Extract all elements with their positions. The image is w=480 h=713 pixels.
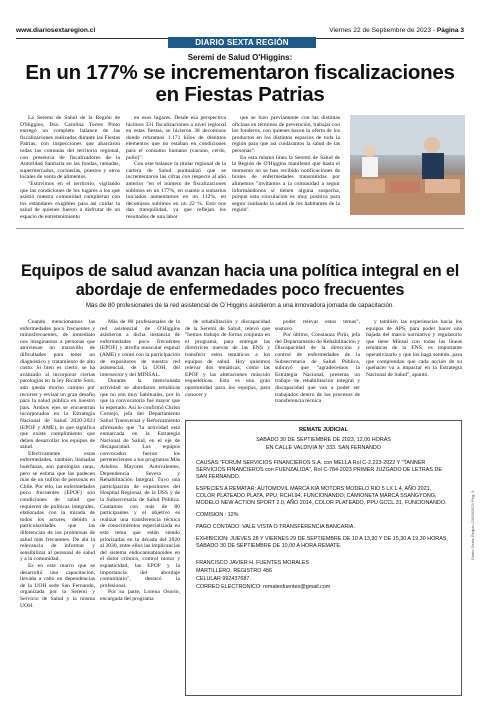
article2-column-4: poder relevar estos temas", sostuvo. Por último, Constanza Pirin, jefa del Departamento de Rehabilitación y Discapacidad de la dirección y control de enfermedades de la Subsecretaría de Salud Pública, subrayó que "agradecemos la Estrategia Nacional, presenta un trabajo de rehabilitación integral y discapacidad que van a poder ser trabajados dentro de los procesos de transferencia técnica <box>275 319 360 405</box>
article1-column-2: en esos lugares. Desde esa perspectiva hicimos 331 fiscalizaciones a nivel regional en estas fiestas, se hicieron 38 decomisos donde retiramos 1.171 kilos de distintos elementos que no estaban en condiciones para el consumo humano (vacuno, cerdo, pollo)". Con este balance la titular regional de la cartera de Salud puntualizó que se incrementaron las cifras con respecto al año anterior "en el número de fiscalizaciones subimos en un 177%, en cuanto a sumarios iniciados aumentamos en un 112%, en decomisos subimos en un 22 %. Esto nos dan tranquilidad, ya que reflejan los resultados de una labor <box>126 115 226 220</box>
side-credit: Diario Sexta Región 22/09/2023 Pág: 3 <box>470 490 475 560</box>
notice-email[interactable]: CORREO ELECTRONICO: rematesfuentes@gmail.com <box>196 584 331 590</box>
article2-headline: Equipos de salud avanzan hacia una política integral en el abordaje de enfermedades poco frecuentes <box>20 262 460 299</box>
issue-date: Viernes 22 de Septiembre de 2023 - Página 3 <box>329 27 464 34</box>
notice-where: EN CALLE VALDIVIA N° 333. SAN FERNANDO <box>266 445 381 451</box>
article1-headline: En un 177% se incrementaron fiscalizaciones en Fiestas Patrias <box>25 61 455 106</box>
article1-column-1: La Seremi de Salud de la Región de O'Higgins, Dra. Carolina Torres Pinto entregó un completo balance de las fiscalizaciones realizadas durante las Fiestas Patrias, con inspecciones que abarcaron todas las comunas del territorio regional, con presencia de fiscalizadores de la Autoridad Sanitaria en las fondas, ramadas, supermercados, cocinerías, puestos y otros locales de venta de alimentos. "Estuvimos en el territorio, vigilando que las condiciones de los lugares a los que asistió nuestra comunidad cumplieran con los estándares exigibles para así cuidar la salud de quienes fueron a disfrutar de un espacio de entretenimiento <box>20 115 120 220</box>
notice-pago: PAGO CONTADO: VALE VISTA O TRANSFERENCIA BANCARIA. <box>196 524 355 530</box>
auction-notice <box>185 420 462 696</box>
notice-when: SABADO 30 DE SEPTIEMBRE DE 2023, 12,00 HORAS <box>256 437 391 443</box>
article2-subhead: Más de 80 profesionales de la red asistencial de O´Higgins asistieron a una innovadora jornada de capacitación. <box>85 302 395 309</box>
article2-column-2: Más de 80 profesionales de la red asistencial de O'Higgins asistieron a dicha instancia de enfermedades poco frecuentes (EPOF) y atrofia muscular espinal (AME) y contó con la participación de expositores de nuestra red asistencial, de la UOH, del intersector y del MINSAL. Durante la mencionada actividad se abordaron temáticas que no son muy habituales, por lo que la convocatoria fue mayor que lo esperado. Así lo confirmó Chrisn Cornejo, jefa del Departamento Salud Transversal y Reforzamiento afirmando que "la actividad está enmarcada en la Estrategia Nacional de Salud, en el eje de discapacidad. Los equipos convocados fueron los pertenecientes a los programas Más Adultos Mayores Autovalentes, Dependencia Severa y Rehabilitación Integral. Tuvo una participación de expositores del Hospital Regional, de la DSS y de la Subsecretaría de Salud Pública. Contamos con más de 80 participantes y el objetivo es realizar una transferencia técnica de conocimientos especializada en este tema que están siendo priorizadas en la década del 2020 al 2030, entre ellos las implicancias del sistema endocannabinoides en el dolor crónico, control motor y espasticidad, las EPOF y la importancia del abordaje comunitario", destacó la profesional. Por su parte, Lorena Osorio, encargada del programa <box>100 319 180 602</box>
notice-causas: CAUSAS:"FORUM SERVICIOS FINANCIEROS S.A. con MELLA Rol C-2.223-2022 Y "TANNER SERVICIOS FINANCIEROS con FUENZALIDA", Rol C-784-2023 PRIMER JUZGADO DE LETRAS DE SAN FERNANDO. <box>196 460 442 480</box>
notice-comision: COMISION : 12% <box>196 512 239 518</box>
section-banner: DIARIO SEXTA REGIÓN <box>168 37 316 48</box>
notice-name: FRANCISCO JAVIER H. FUENTES MORALES <box>196 560 310 566</box>
notice-especies: ESPECIES A REMATAR: AUTOMOVIL MARCA KIA MOTORS MODELO RIO 5 LX 1.4, AÑO 2021, COLOR PLATEADO PLATA, PPU. RCHI.94, FUNCIONANDO; CAMIONETA MARCA SSANGYONG, MODELO NEW ACTION SPORT 2.0, AÑO 2014, COLOR PLATEADO, PPU GCCL.31, FUNCIONANDO. <box>196 486 447 506</box>
notice-role: MARTILLERO. REGISTRO 456 <box>196 568 272 574</box>
notice-exhibicion: EXHIBICION: JUEVES 28 Y VIERNES 29 DE SEPTIEMBRE DE 10 A 13,30 Y DE 15,30 A 19,30 HORAS, SABADO 30 DE SEPTIEMBRE DE 10,00 A HORA REMATE. <box>196 536 448 549</box>
article-divider <box>16 228 464 229</box>
notice-phone: CELULAR 992437687. <box>196 576 251 582</box>
article2-column-5: y también las experiencias hacia los equipos de APS, para poder hacer una bajada del marco normativo y regulatorio que tiene Minsal con todas las líneas temáticas de la ENS, es importante operativizarlo y que los haga sentido, para que comprendan que cada acción de su quehacer va a impactar en la Estrategia Nacional de Salud", apuntó. <box>366 319 462 378</box>
market-photo <box>350 115 465 215</box>
page-number: Página 3 <box>436 27 464 34</box>
notice-title: REMATE JUDICIAL <box>299 427 348 433</box>
site-url[interactable]: www.diariosextaregion.cl <box>16 27 96 34</box>
article2-column-3: de rehabilitación y discapacidad de la Seremi de Salud, relevó que "hemos trabajo de forma conjunta en el programa, para entregar las directrices nuevas de las ENS y transferir estos temáticos a los equipos de salud. Hoy quisimos relevar dos temáticas, como las EPOF y las alteraciones músculo esqueléticas. Esta es una gran oportunidad para los equipos, para conocer y <box>185 319 270 398</box>
article1-column-3: que se hizo previamente con las distintas oficinas en términos de prevención, trabajar con los fonderos, con quienes hacen la oferta de los productos en los distintos espacios de toda la región para que así cuidáramos la salud de las personas". En esta misma línea la Seremi de Salud de la Región de O'Higgins manifestó que hasta el momento no se han recibido notificaciones de brotes de enfermedades transmitidas por alimentos "invitamos a la comunidad a seguir informándonos si tienen alguna sospecha, porque esta vinculación es muy positiva para seguir cuidando la salud de los habitantes de la región". <box>232 115 340 214</box>
article1-kicker: Seremi de Salud O'Higgins: <box>187 53 293 62</box>
article2-column-1: Cuando mencionamos las enfermedades poco frecuentes y minusfrecuentes, de inmediato nos imaginamos a personas que atraviesan un maravillo de dificultades para tener un diagnóstico y tratamiento de alto costo. Si bien es cierto, se ha avanzado al incorporar ciertas patologías en la ley Ricarte Soto, aún queda mucho camino por recorrer y revisar un gran desafío para la salud pública en nuestro país. Ambos ejes se encuentran incorporados en la Estrategia Nacional de Salud 2020-2023 (EPOF y AME), lo que significa que existe cumplimiento que deben desarrollar los equipos de salud. Efectivamente estas enfermedades, también llamadas huérfanas, son patologías raras, pero se estima que las padecen más de un millón de personas en Chile. Por ello, las enfermedades poco frecuentes (EPOF) son condiciones de salud que requieren de políticas integrales, elaboradas con la mirada de todos los actores, debido a particularidades que las diferencian de los problemas de salud más frecuentes. De ahí la relevancia de informar y sensibilizar al personal de salud y a la comunidad. Es en este marco que se desarrolló una capacitación, llevada a cabo en dependencias de la UOH sede San Fernando, organizada por la Seremi y Servicio de Salud y la misma UOH. <box>20 319 95 609</box>
